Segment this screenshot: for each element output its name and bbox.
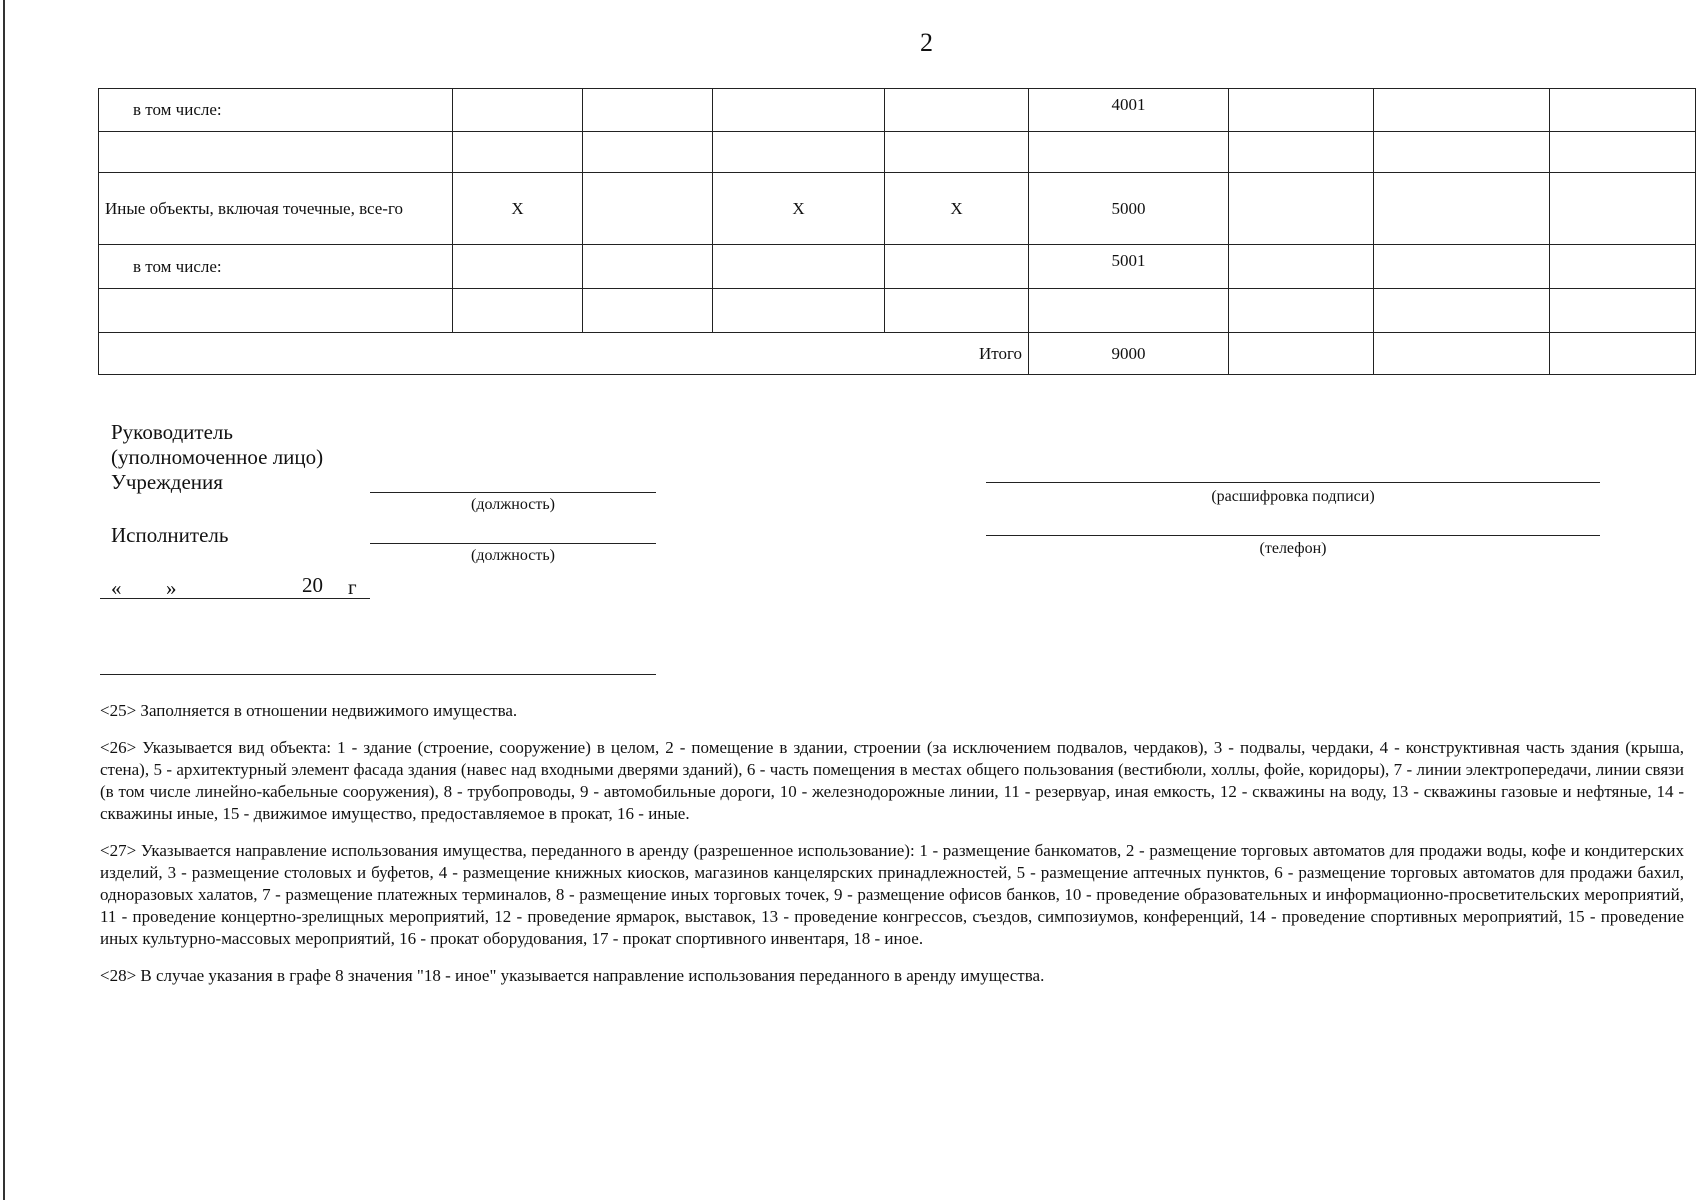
executor-position-caption: (должность) [471, 547, 555, 564]
table-row [99, 173, 1696, 245]
phone-caption: (телефон) [1259, 540, 1327, 557]
footnote-28: <28> В случае указания в графе 8 значения "18 - иное" указывается направление использования переданного в аренду имущества. [100, 966, 1045, 985]
table-row [99, 89, 1696, 132]
table-cell [583, 132, 713, 173]
property-table [98, 88, 1696, 375]
row-label [99, 132, 453, 173]
position-caption: (должность) [471, 496, 555, 513]
table-cell [885, 289, 1029, 333]
table-cell [583, 245, 713, 289]
phone-line [986, 535, 1600, 536]
position-signature-line [370, 492, 656, 493]
row-code [1029, 289, 1229, 333]
table-cell: Х [453, 173, 583, 245]
decode-signature-line [986, 482, 1600, 483]
table-cell [453, 289, 583, 333]
row-label: Иные объекты, включая точечные, все-го [99, 173, 453, 245]
footnote-separator [100, 674, 656, 675]
date-year: 20 [302, 573, 323, 597]
table-cell [1229, 289, 1374, 333]
row-code: 4001 [1029, 89, 1229, 132]
row-code: 5000 [1029, 173, 1229, 245]
total-label: Итого [99, 333, 1029, 375]
head-label: Руководитель [111, 420, 233, 444]
row-code: 5001 [1029, 245, 1229, 289]
table-cell [1374, 333, 1550, 375]
page-left-border [3, 0, 5, 1200]
page-number: 2 [920, 28, 933, 57]
footnotes [100, 700, 1684, 1002]
row-label: в том числе: [99, 245, 453, 289]
table-cell [713, 289, 885, 333]
row-label [99, 289, 453, 333]
table-cell [1550, 89, 1696, 132]
table-cell [1229, 333, 1374, 375]
table-row [99, 132, 1696, 173]
table-cell [885, 245, 1029, 289]
head-authorized-label: (уполномоченное лицо) [111, 445, 324, 469]
table-row [99, 245, 1696, 289]
table-cell [1374, 289, 1550, 333]
table-cell [1374, 89, 1550, 132]
date-suffix: г [348, 575, 357, 599]
table-cell [885, 89, 1029, 132]
table-cell [1550, 173, 1696, 245]
date-open-quote: « [111, 576, 122, 600]
table-cell [583, 173, 713, 245]
table-cell [713, 132, 885, 173]
footnote-25: <25> Заполняется в отношении недвижимого имущества. [100, 701, 518, 720]
table-cell [1550, 333, 1696, 375]
table-cell [1550, 245, 1696, 289]
table-cell [1229, 89, 1374, 132]
footnote-27: <27> Указывается направление использования имущества, переданного в аренду (разрешенное использование): 1 - размещение банкоматов, 2 - размещение торговых автоматов для продажи воды, кофе и кондитерских изделий, 3 - размещение столовых и буфетов, 4 - размещение книжных киосков, магазинов канцелярских принадлежностей, 5 - размещение аптечных пунктов, 6 - размещение торговых автоматов для продажи бахил, одноразовых халатов, 7 - размещение платежных терминалов, 8 - размещение иных торговых точек, 9 - размещение офисов банков, 10 - проведение образовательных и информационно-просветительских мероприятий, 11 - проведение концертно-зрелищных мероприятий, 12 - проведение ярмарок, выставок, 13 - проведение конгрессов, съездов, симпозиумов, конференций, 14 - проведение спортивных мероприятий, 15 - проведение иных культурно-массовых мероприятий, 16 - прокат оборудования, 17 - прокат спортивного инвентаря, 18 - иное. [100, 841, 1684, 948]
table-cell [1229, 173, 1374, 245]
total-code: 9000 [1029, 333, 1229, 375]
table-cell [453, 89, 583, 132]
date-line [100, 598, 370, 599]
table-cell [1550, 289, 1696, 333]
table-cell [453, 132, 583, 173]
table-cell [1374, 173, 1550, 245]
table-cell [1374, 245, 1550, 289]
executor-position-line [370, 543, 656, 544]
table-cell [1550, 132, 1696, 173]
institution-label: Учреждения [111, 470, 223, 494]
table-cell [1229, 132, 1374, 173]
row-label: в том числе: [99, 89, 453, 132]
total-row [99, 333, 1696, 375]
table-cell [453, 245, 583, 289]
table-cell: Х [885, 173, 1029, 245]
table-cell [713, 89, 885, 132]
table-cell [583, 89, 713, 132]
table-cell [713, 245, 885, 289]
table-row [99, 289, 1696, 333]
date-close-quote: » [166, 576, 177, 600]
executor-label: Исполнитель [111, 523, 229, 547]
table-cell [885, 132, 1029, 173]
table-cell [583, 289, 713, 333]
decode-caption: (расшифровка подписи) [1211, 488, 1375, 505]
row-code [1029, 132, 1229, 173]
footnote-26: <26> Указывается вид объекта: 1 - здание (строение, сооружение) в целом, 2 - помещение в здании, строении (за исключением подвалов, чердаков), 3 - подвалы, чердаки, 4 - конструктивная часть здания (крыша, стена), 5 - архитектурный элемент фасада здания (навес над входными дверями зданий), 6 - часть помещения в местах общего пользования (вестибюли, холлы, фойе, коридоры), 7 - линии электропередачи, линии связи (в том числе линейно-кабельные сооружения), 8 - трубопроводы, 9 - автомобильные дороги, 10 - железнодорожные линии, 11 - резервуар, иная емкость, 12 - скважины на воду, 13 - скважины газовые и нефтяные, 14 - скважины иные, 15 - движимое имущество, предоставляемое в прокат, 16 - иные. [100, 738, 1684, 823]
table-cell [1374, 132, 1550, 173]
table-cell [1229, 245, 1374, 289]
table-cell: Х [713, 173, 885, 245]
